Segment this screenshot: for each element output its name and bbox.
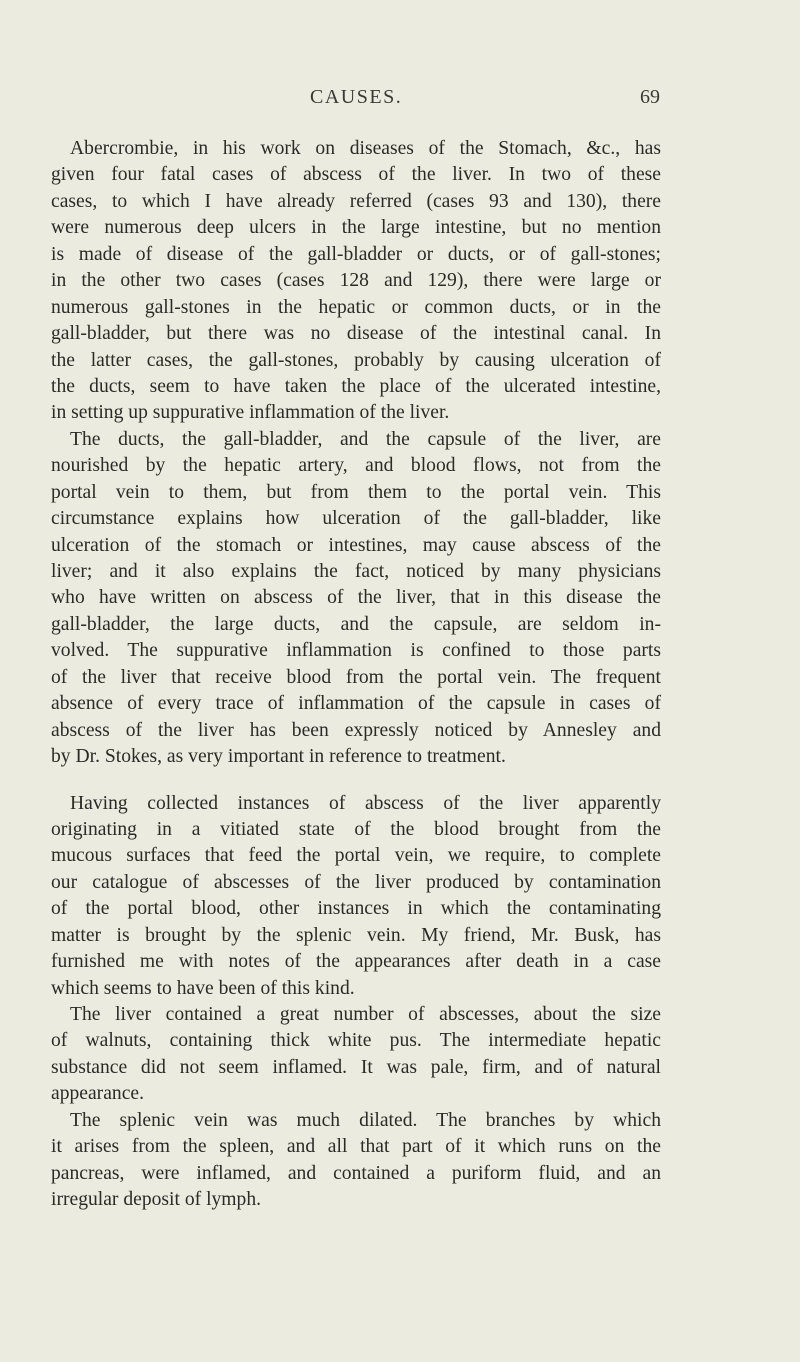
text-line: liver; and it also explains the fact, noticed by many physicians	[51, 561, 661, 582]
text-line: which seems to have been of this kind.	[51, 977, 355, 999]
text-line: of the liver that receive blood from the portal vein. The frequent	[51, 666, 661, 688]
text-line: of the portal blood, other instances in which the contaminating	[51, 898, 661, 920]
text-line: pancreas, were inflamed, and contained a puriform fluid, and an	[51, 1162, 661, 1184]
text-line: our catalogue of abscesses of the liver produced by contamination	[51, 871, 661, 893]
text-line: cases, to which I have already referred (cases 93 and 130), there	[51, 190, 661, 212]
text-line: volved. The suppurative inflammation is confined to those parts	[51, 640, 661, 662]
text-line: nourished by the hepatic artery, and blood flows, not from the	[51, 455, 661, 477]
text-line: furnished me with notes of the appearances after death in a case	[51, 951, 661, 973]
text-line: in the other two cases (cases 128 and 129), there were large or	[51, 270, 661, 292]
text-line: gall-bladder, but there was no disease of the intestinal canal. In	[51, 323, 661, 345]
paragraph-spacer	[51, 771, 661, 791]
text-line: numerous gall-stones in the hepatic or common ducts, or in the	[51, 296, 661, 318]
text-line: ulceration of the stomach or intestines, may cause abscess of the	[51, 534, 661, 556]
text-line: Having collected instances of abscess of the liver apparently	[70, 792, 661, 814]
text-line: gall-bladder, the large ducts, and the capsule, are seldom in-	[51, 613, 661, 635]
text-line: is made of disease of the gall-bladder or ducts, or of gall-stones;	[51, 243, 661, 265]
text-line: portal vein to them, but from them to the portal vein. This	[51, 481, 661, 503]
paragraph-hepatic-artery	[51, 427, 661, 771]
text-line: the latter cases, the gall-stones, probably by causing ulceration of	[51, 349, 661, 371]
text-line: The liver contained a great number of abscesses, about the size	[70, 1004, 661, 1025]
paragraph-splenic-vein	[51, 1108, 661, 1214]
paragraph-abercrombie-cases	[51, 136, 661, 427]
text-line: matter is brought by the splenic vein. My friend, Mr. Busk, has	[51, 924, 661, 946]
text-line: Abercrombie, in his work on diseases of the Stomach, &c., has	[70, 138, 661, 159]
text-line: by Dr. Stokes, as very important in reference to treatment.	[51, 746, 506, 768]
page-number: 69	[640, 86, 660, 108]
text-line: were numerous deep ulcers in the large intestine, but no mention	[51, 217, 661, 239]
paragraph-liver-abscesses	[51, 1002, 661, 1108]
text-line: absence of every trace of inflammation of the capsule in cases of	[51, 693, 661, 715]
running-head	[0, 86, 800, 116]
paragraph-splenic-instances	[51, 791, 661, 1003]
text-line: The splenic vein was much dilated. The branches by which	[70, 1109, 661, 1131]
running-head-title: CAUSES.	[310, 86, 403, 108]
text-line: the ducts, seem to have taken the place of the ulcerated intestine,	[51, 375, 661, 397]
text-line: who have written on abscess of the liver, that in this disease the	[51, 587, 661, 609]
text-line: appearance.	[51, 1083, 144, 1105]
text-line: abscess of the liver has been expressly noticed by Annesley and	[51, 719, 661, 741]
text-line: circumstance explains how ulceration of the gall-bladder, like	[51, 508, 661, 530]
text-line: of walnuts, containing thick white pus. The intermediate hepatic	[51, 1030, 661, 1052]
text-line: given four fatal cases of abscess of the liver. In two of these	[51, 164, 661, 186]
body-text	[51, 136, 661, 1214]
text-line: The ducts, the gall-bladder, and the capsule of the liver, are	[70, 428, 661, 450]
text-line: it arises from the spleen, and all that part of it which runs on the	[51, 1136, 661, 1158]
text-line: mucous surfaces that feed the portal vein, we require, to complete	[51, 845, 661, 867]
text-line: substance did not seem inflamed. It was pale, firm, and of natural	[51, 1056, 661, 1078]
text-line: in setting up suppurative inflammation of the liver.	[51, 402, 450, 424]
text-line: originating in a vitiated state of the blood brought from the	[51, 818, 661, 840]
text-line: irregular deposit of lymph.	[51, 1189, 262, 1211]
